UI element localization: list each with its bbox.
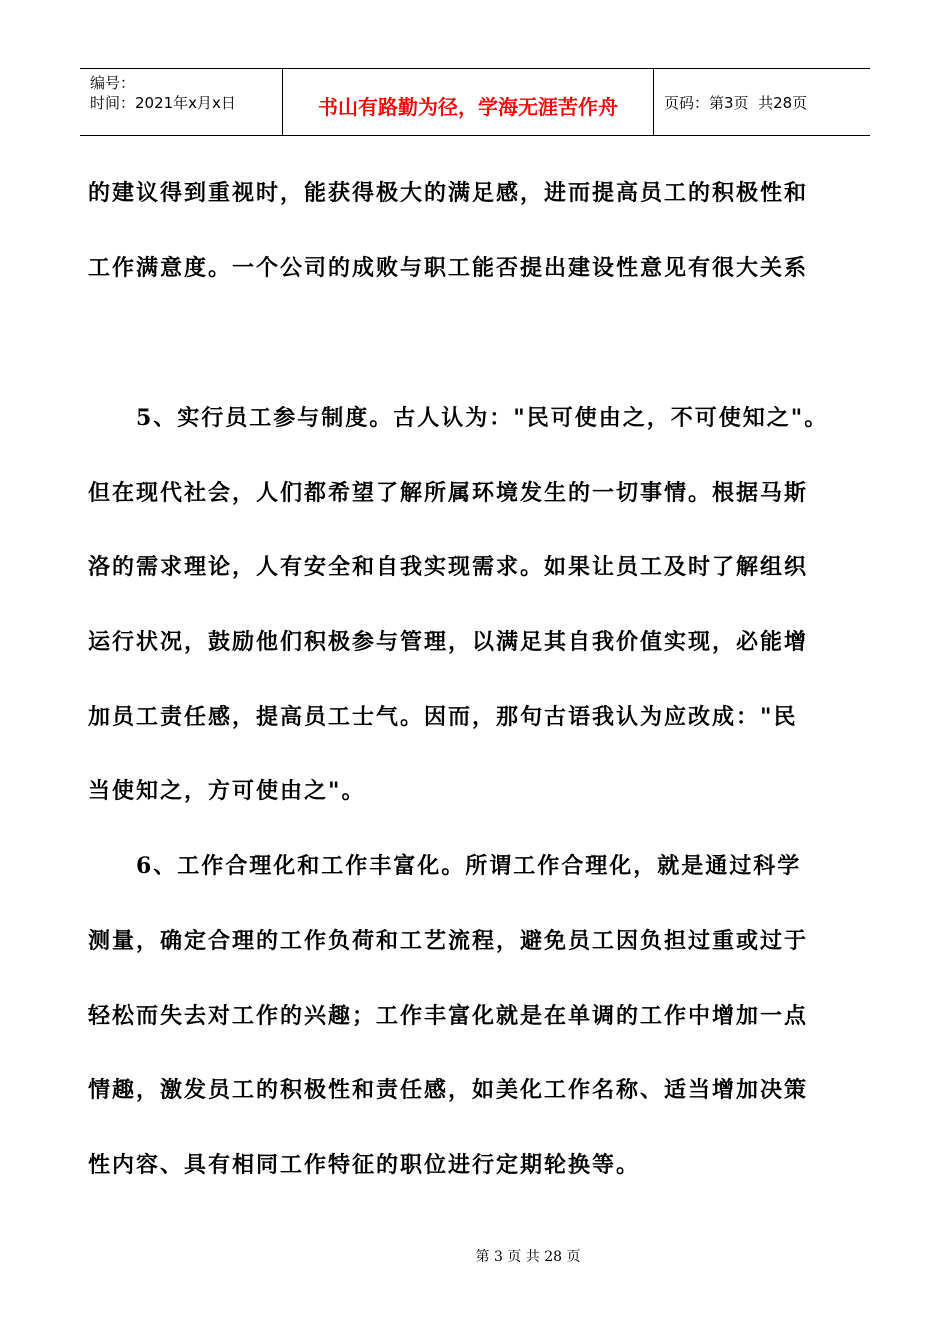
body-line: 的建议得到重视时，能获得极大的满足感，进而提高员工的积极性和: [88, 180, 809, 206]
document-time-label: 时间：2021年x月x日: [90, 94, 236, 112]
document-number-label: 编号：: [90, 74, 136, 92]
body-line: 运行状况，鼓励他们积极参与管理，以满足其自我价值实现，必能增: [88, 629, 809, 655]
body-line: 工作满意度。一个公司的成败与职工能否提出建设性意见有很大关系: [88, 255, 809, 281]
header-page-cell: [654, 69, 870, 135]
header-motto: 书山有路勤为径，学海无涯苦作舟: [318, 94, 618, 119]
footer-page-number: 第 3 页 共 28 页: [475, 1249, 581, 1265]
body-line: 5、实行员工参与制度。古人认为："民可使由之，不可使知之"。: [88, 405, 829, 431]
body-line: 但在现代社会，人们都希望了解所属环境发生的一切事情。根据马斯: [88, 480, 809, 506]
page-footer: [0, 1246, 950, 1266]
body-line: 加员工责任感，提高员工士气。因而，那句古语我认为应改成："民: [88, 704, 798, 730]
header-page-info: 页码：第3页 共28页: [664, 93, 808, 112]
header-motto-cell: [282, 69, 654, 135]
body-line: 6、工作合理化和工作丰富化。所谓工作合理化，就是通过科学: [88, 853, 802, 879]
body-line: 性内容、具有相同工作特征的职位进行定期轮换等。: [88, 1152, 641, 1178]
body-line: 情趣，激发员工的积极性和责任感，如美化工作名称、适当增加决策: [88, 1077, 809, 1103]
body-line: 轻松而失去对工作的兴趣；工作丰富化就是在单调的工作中增加一点: [88, 1003, 809, 1029]
header-meta: [80, 69, 282, 135]
body-line: 洛的需求理论，人有安全和自我实现需求。如果让员工及时了解组织: [88, 554, 809, 580]
page-header: [80, 68, 870, 136]
body-line: 测量，确定合理的工作负荷和工艺流程，避免员工因负担过重或过于: [88, 928, 809, 954]
body-line: 当使知之，方可使由之"。: [88, 778, 366, 804]
